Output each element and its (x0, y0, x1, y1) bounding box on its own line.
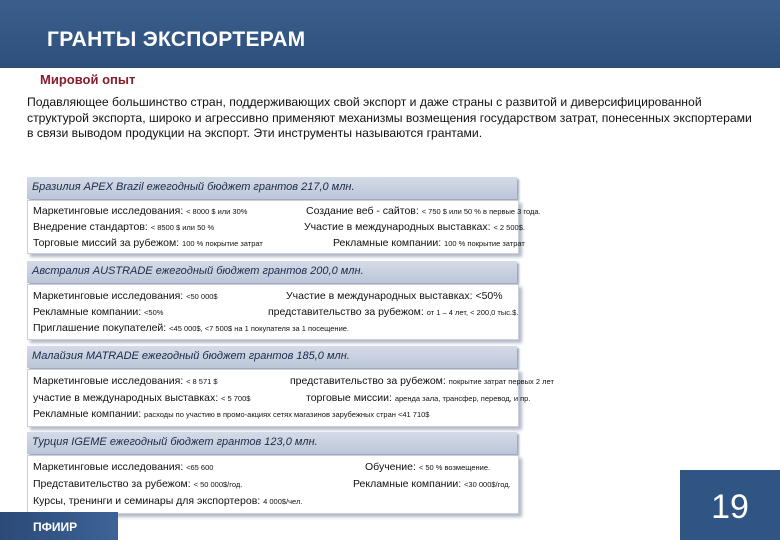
block-turkey-body (27, 455, 519, 514)
list-item: представительство за рубежом: покрытие затрат первых 2 лет (290, 375, 554, 387)
list-item: Рекламные компании: <50% (33, 306, 164, 318)
block-turkey-title: Турция IGEME ежегодный бюджет грантов 123,0 млн. (32, 436, 318, 448)
list-item: торговые миссии: аренда зала, трансфер, перевод, и пр. (306, 392, 531, 404)
block-australia-header (27, 261, 517, 283)
block-turkey-header (27, 432, 517, 454)
section-subtitle: Мировой опыт (40, 72, 136, 87)
list-item: Маркетинговые исследования: <50 000$ (33, 290, 218, 302)
page-number-box (680, 470, 780, 540)
list-item: Участие в международных выставках: < 2 500$. (304, 221, 525, 233)
block-australia-body (27, 284, 519, 340)
intro-paragraph: Подавляющее большинство стран, поддерживающих свой экспорт и даже страны с развитой и диверсифицированной структурой экспорта, широко и агрессивно применяют механизмы возмещения государством затрат, понесенных экспортерами в связи выводом продукции на экспорт. Эти инструменты называются грантами. (27, 95, 752, 140)
footer-org-bar (0, 512, 118, 540)
list-item: Рекламные компании: 100 % покрытие затрат (333, 237, 525, 249)
block-brazil-header (27, 177, 517, 199)
block-malaysia-body (27, 369, 554, 427)
block-australia-title: Австралия AUSTRADE ежегодный бюджет грантов 200,0 млн. (32, 265, 364, 277)
list-item: Торговые миссий за рубежом: 100 % покрытие затрат (33, 237, 263, 249)
page-title: ГРАНТЫ ЭКСПОРТЕРАМ (47, 28, 306, 51)
list-item: Рекламные компании: расходы по участию в промо-акциях сетях магазинов зарубежных стран <41 710$ (33, 408, 430, 420)
footer-org-label: ПФИИР (33, 520, 78, 534)
list-item: Рекламные компании: <30 000$/год. (353, 478, 511, 490)
list-item: Участие в международных выставках: <50% (286, 290, 503, 302)
block-brazil-body (27, 200, 541, 254)
list-item: Приглашение покупателей: <45 000$, <7 500$ на 1 покупателя за 1 посещение. (33, 322, 350, 334)
list-item: Представительство за рубежом: < 50 000$/год. (33, 478, 243, 490)
list-item: Обучение: < 50 % возмещение. (365, 461, 491, 473)
list-item: Маркетинговые исследования: < 8000 $ или 30% (33, 205, 248, 217)
list-item: Маркетинговые исследования: < 8 571 $ (33, 375, 218, 387)
list-item: Внедрение стандартов: < 8500 $ или 50 % (33, 221, 215, 233)
list-item: представительство за рубежом: от 1 – 4 лет, < 200,0 тыс.$. (268, 306, 519, 318)
list-item: Создание веб - сайтов: < 750 $ или 50 % в первые 3 года. (306, 205, 541, 217)
list-item: Курсы, тренинги и семинары для экспортеров: 4 000$/чел. (33, 495, 303, 507)
page-number: 19 (711, 488, 749, 526)
list-item: участие в международных выставках: < 5 700$ (33, 392, 251, 404)
block-brazil-title: Бразилия APEX Brazil ежегодный бюджет грантов 217,0 млн. (32, 181, 355, 193)
list-item: Маркетинговые исследования: <65 600 (33, 461, 214, 473)
block-malaysia-header (27, 346, 517, 368)
header-bar (0, 0, 780, 68)
block-malaysia-title: Малайзия MATRADE ежегодный бюджет грантов 185,0 млн. (32, 350, 350, 362)
